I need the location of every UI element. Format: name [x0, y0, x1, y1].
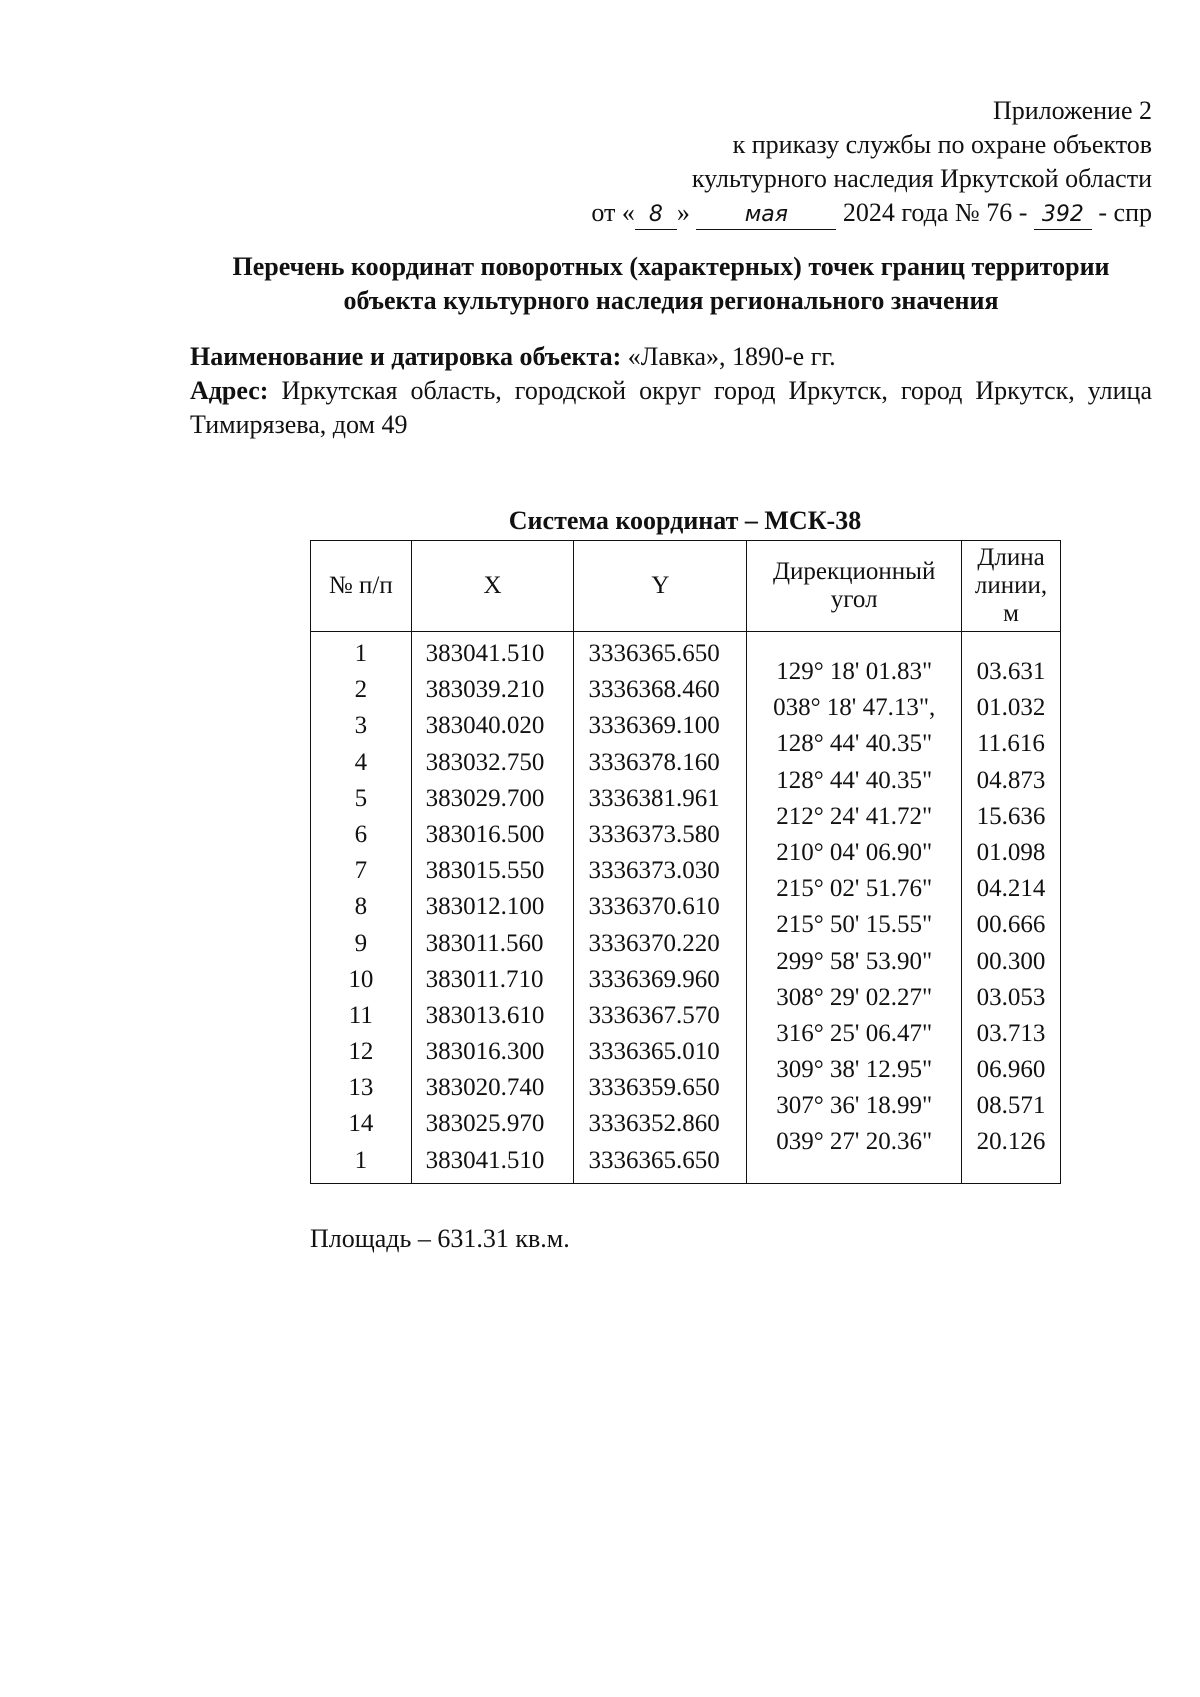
y-coordinate-cell: 3336369.960 — [588, 965, 720, 993]
y-coordinate-cell: 3336370.610 — [588, 893, 720, 921]
x-column — [411, 632, 574, 1184]
x-coordinate-cell: 383015.550 — [425, 857, 545, 885]
point-number-cell: 1 — [354, 1146, 368, 1174]
direction-angle-cell: 215° 02' 51.76" — [776, 875, 933, 903]
direction-angle-column — [747, 632, 962, 1184]
y-coordinate-cell: 3336368.460 — [588, 676, 720, 704]
object-name-value: «Лавка», 1890-е гг. — [627, 342, 836, 371]
direction-angle-cell: 128° 44' 40.35" — [776, 766, 933, 794]
table-caption: Система координат – МСК-38 — [508, 506, 862, 535]
object-address-label: Адрес: — [190, 376, 269, 405]
point-number-cell: 13 — [348, 1074, 374, 1102]
line-length-cell: 00.666 — [976, 911, 1046, 939]
line-length-cell: 03.713 — [976, 1019, 1046, 1047]
x-coordinate-cell: 383041.510 — [425, 640, 545, 667]
area-value: Площадь – 631.31 кв.м. — [310, 1224, 570, 1253]
object-info — [190, 340, 1152, 442]
document-title — [190, 250, 1152, 318]
object-address-value: Иркутская область, городской округ город Иркутск, город Иркутск, улица Тимирязева, дом 49 — [190, 376, 1152, 439]
appendix-number: Приложение 2 — [992, 96, 1152, 125]
point-number-cell: 12 — [348, 1038, 374, 1066]
direction-angle-cell: 215° 50' 15.55" — [776, 911, 933, 939]
point-number-cell: 3 — [354, 712, 368, 740]
y-coordinate-cell: 3336367.570 — [588, 1001, 720, 1029]
point-number-cell: 11 — [348, 1001, 373, 1029]
point-number-cell: 2 — [354, 676, 368, 704]
direction-angle-cell: 316° 25' 06.47" — [776, 1019, 933, 1047]
order-date-line — [591, 196, 1152, 230]
line-length-cell: 20.126 — [976, 1128, 1046, 1156]
date-prefix: от « — [591, 198, 635, 227]
point-number-cell: 4 — [354, 748, 368, 776]
y-coordinate-cell: 3336365.010 — [588, 1038, 720, 1066]
x-coordinate-cell: 383011.710 — [425, 965, 544, 993]
line-length-cell: 03.053 — [976, 983, 1046, 1011]
point-number-cell: 7 — [354, 857, 368, 885]
coordinates-table — [310, 540, 1061, 1184]
x-coordinate-cell: 383012.100 — [425, 893, 545, 921]
y-coordinate-cell: 3336378.160 — [588, 748, 720, 776]
direction-angle-cell: 307° 36' 18.99" — [776, 1092, 933, 1120]
point-number-cell: 1 — [354, 640, 368, 667]
x-coordinate-cell: 383032.750 — [425, 748, 545, 776]
line-length-cell: 01.098 — [976, 838, 1046, 866]
direction-angle-cell: 309° 38' 12.95" — [776, 1056, 933, 1084]
line-length-cell: 06.960 — [976, 1056, 1046, 1084]
x-coordinate-cell: 383039.210 — [425, 676, 545, 704]
line-length-cell: 04.214 — [976, 875, 1046, 903]
direction-angle-cell: 299° 58' 53.90" — [776, 947, 933, 975]
point-number-cell: 6 — [354, 820, 368, 848]
table-header-row — [311, 541, 1061, 632]
header-point-number: № п/п — [311, 541, 412, 632]
y-coordinate-cell: 3336365.650 — [588, 640, 720, 667]
x-coordinate-cell: 383020.740 — [425, 1074, 545, 1102]
y-coordinate-cell: 3336352.860 — [588, 1110, 720, 1138]
order-reference-line2: культурного наследия Иркутской области — [691, 164, 1152, 193]
x-coordinate-cell: 383016.500 — [425, 820, 545, 848]
direction-angle-cell: 308° 29' 02.27" — [776, 983, 933, 1011]
object-name-row — [190, 340, 1152, 374]
object-address-row — [190, 374, 1152, 442]
handwritten-order-number: 392 — [1034, 201, 1092, 230]
y-coordinate-cell: 3336369.100 — [588, 712, 720, 740]
object-name-label: Наименование и датировка объекта: — [190, 342, 622, 371]
x-coordinate-cell: 383029.700 — [425, 784, 545, 812]
handwritten-day: 8 — [635, 201, 677, 230]
direction-angle-cell: 212° 24' 41.72" — [776, 802, 933, 830]
appendix-header — [591, 94, 1152, 230]
direction-angle-cell: 039° 27' 20.36" — [776, 1128, 933, 1156]
line-length-column — [962, 632, 1061, 1184]
y-coordinate-cell: 3336359.650 — [588, 1074, 720, 1102]
line-length-cell: 01.032 — [976, 694, 1046, 722]
y-coordinate-cell: 3336370.220 — [588, 929, 720, 957]
y-coordinate-cell: 3336373.030 — [588, 857, 720, 885]
y-coordinate-cell: 3336381.961 — [588, 784, 720, 812]
date-suffix: 2024 года № 76 - — [842, 198, 1028, 227]
point-number-column — [311, 632, 412, 1184]
point-number-cell: 14 — [348, 1110, 374, 1138]
x-coordinate-cell: 383013.610 — [425, 1001, 545, 1029]
x-coordinate-cell: 383040.020 — [425, 712, 545, 740]
header-line-length: Длина линии, м — [962, 541, 1061, 632]
document-title-line2: объекта культурного наследия регионального значения — [343, 286, 999, 315]
table-body-row — [311, 632, 1061, 1184]
x-coordinate-cell: 383025.970 — [425, 1110, 545, 1138]
point-number-cell: 8 — [354, 893, 368, 921]
point-number-cell: 9 — [354, 929, 368, 957]
y-coordinate-cell: 3336365.650 — [588, 1146, 720, 1174]
line-length-cell: 04.873 — [976, 766, 1046, 794]
x-coordinate-cell: 383041.510 — [425, 1146, 545, 1174]
direction-angle-cell: 128° 44' 40.35" — [776, 730, 933, 758]
document-title-line1: Перечень координат поворотных (характерных) точек границ территории — [232, 252, 1110, 281]
x-coordinate-cell: 383016.300 — [425, 1038, 545, 1066]
line-length-cell: 08.571 — [976, 1092, 1046, 1120]
date-mid: » — [676, 198, 690, 227]
point-number-cell: 10 — [348, 965, 374, 993]
direction-angle-cell: 210° 04' 06.90" — [776, 838, 933, 866]
header-x: X — [411, 541, 574, 632]
header-y: Y — [574, 541, 747, 632]
order-reference-line1: к приказу службы по охране объектов — [732, 130, 1152, 159]
x-coordinate-cell: 383011.560 — [425, 929, 544, 957]
direction-angle-cell: 038° 18' 47.13", — [773, 694, 936, 722]
y-coordinate-cell: 3336373.580 — [588, 820, 720, 848]
line-length-cell: 11.616 — [977, 730, 1045, 758]
line-length-cell: 00.300 — [976, 947, 1046, 975]
line-length-cell: 15.636 — [976, 802, 1046, 830]
y-column — [574, 632, 747, 1184]
point-number-cell: 5 — [354, 784, 368, 812]
handwritten-month: мая — [696, 201, 836, 230]
direction-angle-cell: 129° 18' 01.83" — [776, 658, 933, 685]
order-suffix: - спр — [1098, 198, 1152, 227]
line-length-cell: 03.631 — [976, 658, 1046, 685]
header-direction-angle: Дирекционный угол — [747, 541, 962, 632]
